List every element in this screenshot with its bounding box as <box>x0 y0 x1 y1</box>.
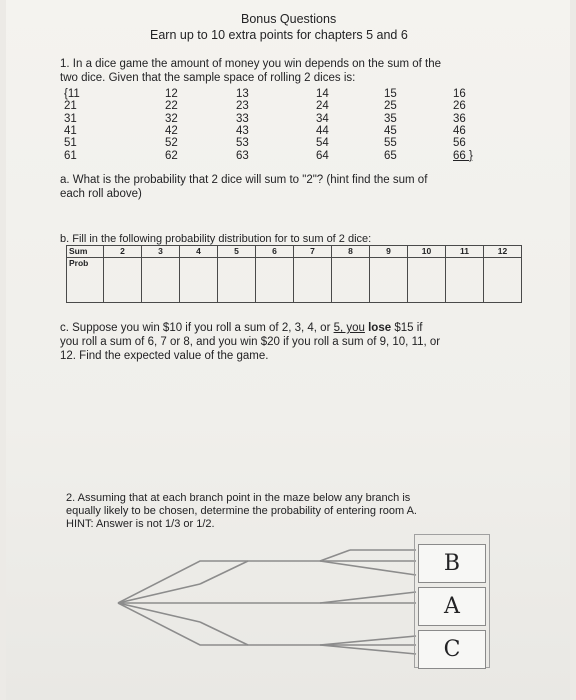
part-c-text-d: $15 if <box>391 322 423 334</box>
sample-space-cell: 64 <box>316 149 329 162</box>
q1-intro-line2: two dice. Given that the sample space of rolling 2 dices is: <box>60 72 356 84</box>
page-subtitle: Earn up to 10 extra points for chapters 5 and 6 <box>150 28 408 42</box>
q1-part-a-line2: each roll above) <box>60 188 142 200</box>
sample-space-cell: 23 <box>236 100 249 113</box>
sum-cell: 10 <box>408 246 446 258</box>
sample-space-cell: 52 <box>165 137 178 150</box>
sum-cell: 9 <box>370 246 408 258</box>
sample-space-cell: 26 <box>453 100 466 113</box>
sum-cell: 11 <box>446 246 484 258</box>
part-c-lose-bold: lose <box>364 322 392 334</box>
sample-space-cell: 14 <box>316 88 329 100</box>
room-a: A <box>418 587 486 626</box>
sum-header-cell: Sum <box>67 246 104 258</box>
sample-space-cell: 13 <box>236 88 249 100</box>
q1-part-c-line2: you roll a sum of 6, 7 or 8, and you win $20 if you roll a sum of 9, 10, 11, or <box>60 336 441 348</box>
q2-line1: 2. Assuming that at each branch point in the maze below any branch is <box>66 492 411 504</box>
room-c: C <box>418 630 486 669</box>
sample-space-cell: 63 <box>236 149 249 162</box>
sample-space-cell: 42 <box>165 124 178 137</box>
sample-space-cell: 31 <box>64 112 77 125</box>
sample-space-cell: 56 <box>453 137 466 150</box>
part-c-underlined: 5, you <box>333 322 365 334</box>
sample-space-cell: 35 <box>384 112 397 125</box>
sample-space-cell: 45 <box>384 124 397 137</box>
sum-cell: 12 <box>484 246 522 258</box>
sample-space-cell: 46 <box>453 124 466 137</box>
sample-space-cell: 32 <box>165 112 178 125</box>
q1-part-b: b. Fill in the following probability distribution for to sum of 2 dice: <box>60 233 372 245</box>
sample-space-cell: 43 <box>236 124 249 137</box>
sample-space-cell: 22 <box>165 100 178 113</box>
q1-part-c-line3: 12. Find the expected value of the game. <box>60 350 269 362</box>
sample-space-cell: 25 <box>384 100 397 113</box>
sample-space-cell: 65 <box>384 149 397 162</box>
sample-space-cell: 66 } <box>453 149 473 162</box>
sample-space-cell: 62 <box>165 149 178 162</box>
sum-cell: 6 <box>256 246 294 258</box>
sample-space-cell: 15 <box>384 88 397 100</box>
sample-space-cell: 61 <box>64 149 77 162</box>
sample-space-cell: 16 <box>453 88 466 100</box>
q2-line3: HINT: Answer is not 1/3 or 1/2. <box>66 518 215 530</box>
part-c-text-a: c. Suppose you win $10 if you roll a sum of 2, 3, 4, or <box>60 322 334 334</box>
sample-space-cell: 36 <box>453 112 466 125</box>
sum-cell: 4 <box>180 246 218 258</box>
sum-cell: 8 <box>332 246 370 258</box>
sample-space-cell: 44 <box>316 124 329 137</box>
q2-line2: equally likely to be chosen, determine the probability of entering room A. <box>66 505 417 517</box>
q1-part-a-line1: a. What is the probability that 2 dice will sum to "2"? (hint find the sum of <box>60 174 428 186</box>
q1-intro-line1: 1. In a dice game the amount of money you win depends on the sum of the <box>60 58 442 70</box>
page-title: Bonus Questions <box>241 12 337 26</box>
sample-space-cell: 55 <box>384 137 397 150</box>
sample-space-cell: 34 <box>316 112 329 125</box>
sum-cell: 3 <box>142 246 180 258</box>
sample-space-cell: 53 <box>236 137 249 150</box>
sample-space-cell: {11 <box>64 88 80 100</box>
sample-space-cell: 24 <box>316 100 329 113</box>
sample-space-cell: 33 <box>236 112 249 125</box>
sum-cell: 5 <box>218 246 256 258</box>
sample-space-cell: 51 <box>64 137 77 150</box>
sample-space-cell: 12 <box>165 88 178 100</box>
sum-cell: 2 <box>104 246 142 258</box>
sample-space-cell: 54 <box>316 137 329 150</box>
prob-header-cell: Prob <box>67 258 104 303</box>
sample-space-cell: 21 <box>64 100 77 113</box>
sum-cell: 7 <box>294 246 332 258</box>
sample-space-cell: 41 <box>64 124 77 137</box>
room-b: B <box>418 544 486 583</box>
